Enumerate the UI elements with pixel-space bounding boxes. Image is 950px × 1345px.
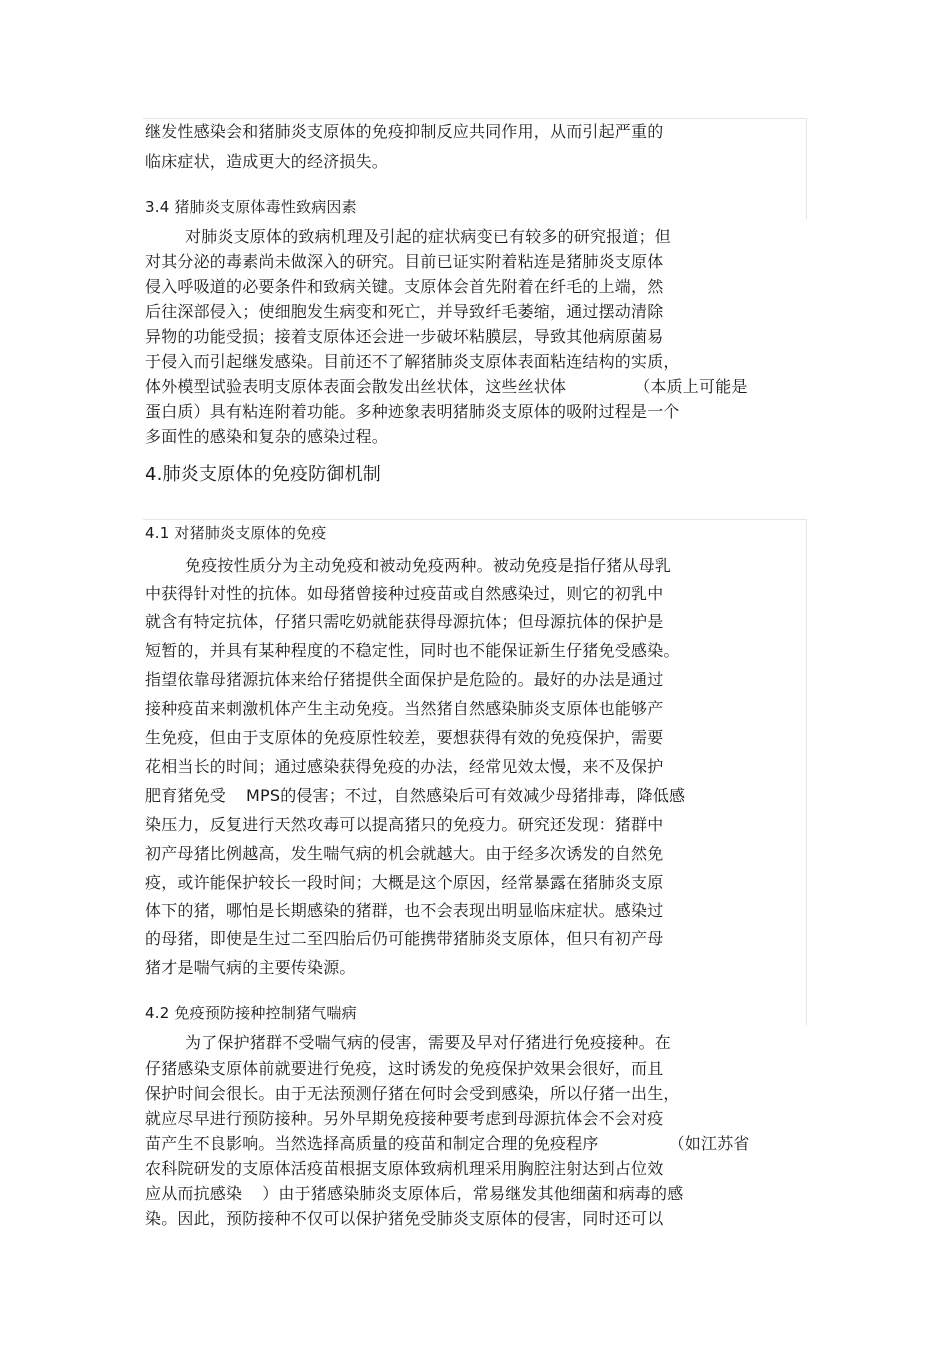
text-line: 染压力，反复进行天然攻毒可以提高猪只的免疫力。研究还发现：猪群中 (145, 815, 664, 834)
text-line: 继发性感染会和猪肺炎支原体的免疫抑制反应共同作用，从而引起严重的 (145, 122, 664, 141)
text-line: 后往深部侵入；使细胞发生病变和死亡，并导致纤毛萎缩，通过摆动清除 (145, 302, 664, 321)
text-line: 仔猪感染支原体前就要进行免疫，这时诱发的免疫保护效果会很好，而且 (145, 1059, 664, 1078)
text-segment: 苗产生不良影响。当然选择高质量的疫苗和制定合理的免疫程序 (145, 1134, 599, 1153)
text-segment: MPS的侵害；不过，自然感染后可有效减少母猪排毒，降低感 (246, 786, 686, 805)
text-line: 免疫按性质分为主动免疫和被动免疫两种。被动免疫是指仔猪从母乳 (185, 556, 672, 575)
text-line: 的母猪，即使是生过二至四胎后仍可能携带猪肺炎支原体，但只有初产母 (145, 929, 664, 948)
text-segment: 肥育猪免受 (145, 786, 227, 805)
text-line: 花相当长的时间；通过感染获得免疫的办法，经常见效太慢，来不及保护 (145, 757, 664, 776)
text-line: 短暂的，并具有某种程度的不稳定性，同时也不能保证新生仔猪免受感染。 (145, 641, 680, 660)
text-line: 于侵入而引起继发感染。目前还不了解猪肺炎支原体表面粘连结构的实质， (145, 352, 680, 371)
text-line: 初产母猪比例越高，发生喘气病的机会就越大。由于经多次诱发的自然免 (145, 844, 664, 863)
text-line: 猪才是喘气病的主要传染源。 (145, 958, 356, 977)
text-line: 蛋白质）具有粘连附着功能。多种迹象表明猪肺炎支原体的吸附过程是一个 (145, 402, 680, 421)
text-line: 农科院研发的支原体活疫苗根据支原体致病机理采用胸腔注射达到占位效 (145, 1159, 664, 1178)
text-line: 保护时间会很长。由于无法预测仔猪在何时会受到感染，所以仔猪一出生， (145, 1084, 680, 1103)
text-line: 染。因此，预防接种不仅可以保护猪免受肺炎支原体的侵害，同时还可以 (145, 1209, 664, 1228)
section-heading-4: 4.肺炎支原体的免疫防御机制 (145, 464, 381, 485)
text-segment: （本质上可能是 (634, 377, 748, 396)
text-line: 临床症状，造成更大的经济损失。 (145, 152, 389, 171)
section-heading-4-2: 4.2 免疫预防接种控制猪气喘病 (145, 1004, 357, 1022)
text-line: 指望依靠母猪源抗体来给仔猪提供全面保护是危险的。最好的办法是通过 (145, 670, 664, 689)
text-segment: ）由于猪感染肺炎支原体后，常易继发其他细菌和病毒的感 (262, 1184, 684, 1203)
section-heading-3-4: 3.4 猪肺炎支原体毒性致病因素 (145, 198, 357, 216)
text-line: 中获得针对性的抗体。如母猪曾接种过疫苗或自然感染过，则它的初乳中 (145, 584, 664, 603)
text-line: 多面性的感染和复杂的感染过程。 (145, 427, 389, 446)
text-line: 接种疫苗来刺激机体产生主动免疫。当然猪自然感染肺炎支原体也能够产 (145, 699, 664, 718)
text-line: 疫，或许能保护较长一段时间；大概是这个原因，经常暴露在猪肺炎支原 (145, 873, 664, 892)
text-line: 就应尽早进行预防接种。另外早期免疫接种要考虑到母源抗体会不会对疫 (145, 1109, 664, 1128)
text-line: 就含有特定抗体，仔猪只需吃奶就能获得母源抗体；但母源抗体的保护是 (145, 612, 664, 631)
text-segment: 体外模型试验表明支原体表面会散发出丝状体，这些丝状体 (145, 377, 567, 396)
text-line (145, 1133, 750, 1155)
text-segment: （如江苏省 (668, 1134, 750, 1153)
text-line: 侵入呼吸道的必要条件和致病关键。支原体会首先附着在纤毛的上端，然 (145, 277, 664, 296)
text-line: 对其分泌的毒素尚未做深入的研究。目前已证实附着粘连是猪肺炎支原体 (145, 252, 664, 271)
text-line: 生免疫，但由于支原体的免疫原性较差，要想获得有效的免疫保护，需要 (145, 728, 664, 747)
text-line (145, 785, 685, 807)
text-line: 体下的猪，哪怕是长期感染的猪群，也不会表现出明显临床症状。感染过 (145, 901, 664, 920)
text-line: 异物的功能受损；接着支原体还会进一步破坏粘膜层，导致其他病原菌易 (145, 327, 664, 346)
text-line (145, 1183, 683, 1205)
text-line: 为了保护猪群不受喘气病的侵害，需要及早对仔猪进行免疫接种。在 (185, 1033, 672, 1052)
text-segment: 应从而抗感染 (145, 1184, 243, 1203)
section-heading-4-1: 4.1 对猪肺炎支原体的免疫 (145, 524, 327, 542)
text-line: 对肺炎支原体的致病机理及引起的症状病变已有较多的研究报道；但 (185, 227, 672, 246)
text-line (145, 376, 748, 398)
